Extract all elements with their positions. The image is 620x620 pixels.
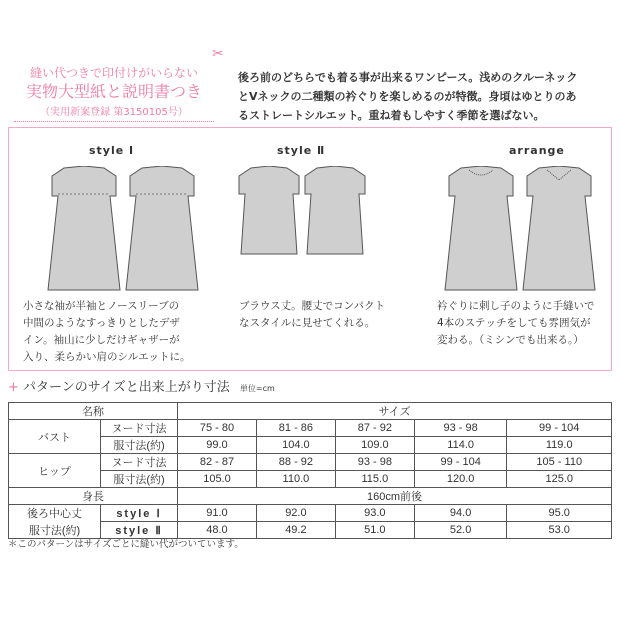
row-label: 服寸法(約) [9,522,101,539]
arrange-label: arrange [509,144,565,157]
cell: 87 - 92 [335,420,414,437]
cell: 93 - 98 [335,454,414,471]
style2-caption [239,298,429,332]
description [238,68,614,125]
row-label: 身長 [9,488,178,505]
plus-icon: + [8,380,19,395]
cell: 160cm前後 [178,488,612,505]
table-row [9,420,612,437]
styles-box [8,127,612,371]
cell: 120.0 [414,471,507,488]
sub-label: ヌード寸法 [101,454,178,471]
sub-label: 服寸法(約) [101,471,178,488]
style1-illustration [44,166,214,294]
promo-line3: （実用新案登録 第3150105号） [40,107,188,118]
cell: 105.0 [178,471,257,488]
description-line: るストレートシルエット。重ね着もしやすく季節を選ばない。 [238,109,545,122]
cell: 82 - 87 [178,454,257,471]
promo-line2: 実物大型紙と説明書つき [25,82,202,101]
sub-label: 服寸法(約) [101,437,178,454]
sub-label: ヌード寸法 [101,420,178,437]
cell: 119.0 [507,437,612,454]
style1-caption [23,298,213,366]
cell: 92.0 [256,505,335,522]
caption-line: 中間のようなすっきりとしたデザ [23,317,180,329]
style1-label: style Ⅰ [89,144,135,157]
footnote: ＊このパターンはサイズごとに縫い代がついています。 [8,539,244,550]
cell: 110.0 [256,471,335,488]
description-line: 後ろ前のどちらでも着る事が出来るワンピース。浅めのクルーネック [238,71,578,84]
scissors-icon: ✂ [212,46,224,62]
header-size: サイズ [178,403,612,420]
cell: 51.0 [335,522,414,539]
cell: 99.0 [178,437,257,454]
caption-line: イン。袖山に少しだけギャザーが [23,334,180,346]
table-row [9,403,612,420]
section-title: パターンのサイズと出来上がり寸法 [23,380,230,395]
sub-label: style Ⅰ [101,505,178,522]
cell: 99 - 104 [414,454,507,471]
cell: 99 - 104 [507,420,612,437]
arrange-illustration [441,166,611,294]
caption-line: なスタイルに見せてくれる。 [239,317,376,329]
unit-label: 単位=cm [239,384,275,393]
table-row [9,488,612,505]
cell: 94.0 [414,505,507,522]
caption-line: 4本のステッチをしても雰囲気が [437,317,591,329]
cell: 53.0 [507,522,612,539]
cell: 104.0 [256,437,335,454]
cell: 109.0 [335,437,414,454]
promo-line1: 縫い代つきで印付けがいらない [29,66,198,80]
cell: 91.0 [178,505,257,522]
cell: 48.0 [178,522,257,539]
row-label: ヒップ [9,454,101,488]
cell: 114.0 [414,437,507,454]
caption-line: 衿ぐりに刺し子のように手縫いで [437,300,595,312]
sub-label: style Ⅱ [101,522,178,539]
cell: 75 - 80 [178,420,257,437]
cell: 93.0 [335,505,414,522]
header-name: 名称 [9,403,178,420]
size-table [8,402,612,539]
cell: 52.0 [414,522,507,539]
caption-line: ブラウス丈。腰丈でコンパクト [239,300,385,312]
cell: 88 - 92 [256,454,335,471]
caption-line: 小さな袖が半袖とノースリーブの [23,300,180,312]
row-label: バスト [9,420,101,454]
style2-label: style Ⅱ [277,144,326,157]
caption-line: 入り、柔らかい肩のシルエットに。 [23,351,191,363]
promo-block [14,64,214,122]
cell: 49.2 [256,522,335,539]
description-line: とVネックの二種類の衿ぐりを楽しめるのが特徴。身頃はゆとりのあ [238,90,577,103]
table-row [9,454,612,471]
cell: 105 - 110 [507,454,612,471]
cell: 81 - 86 [256,420,335,437]
section-heading [8,380,275,397]
caption-line: 変わる。（ミシンでも出来る。） [437,334,584,346]
style2-illustration [237,166,377,258]
arrange-caption [437,298,620,349]
cell: 95.0 [507,505,612,522]
table-row [9,505,612,522]
cell: 125.0 [507,471,612,488]
row-label: 後ろ中心丈 [9,505,101,522]
cell: 93 - 98 [414,420,507,437]
cell: 115.0 [335,471,414,488]
